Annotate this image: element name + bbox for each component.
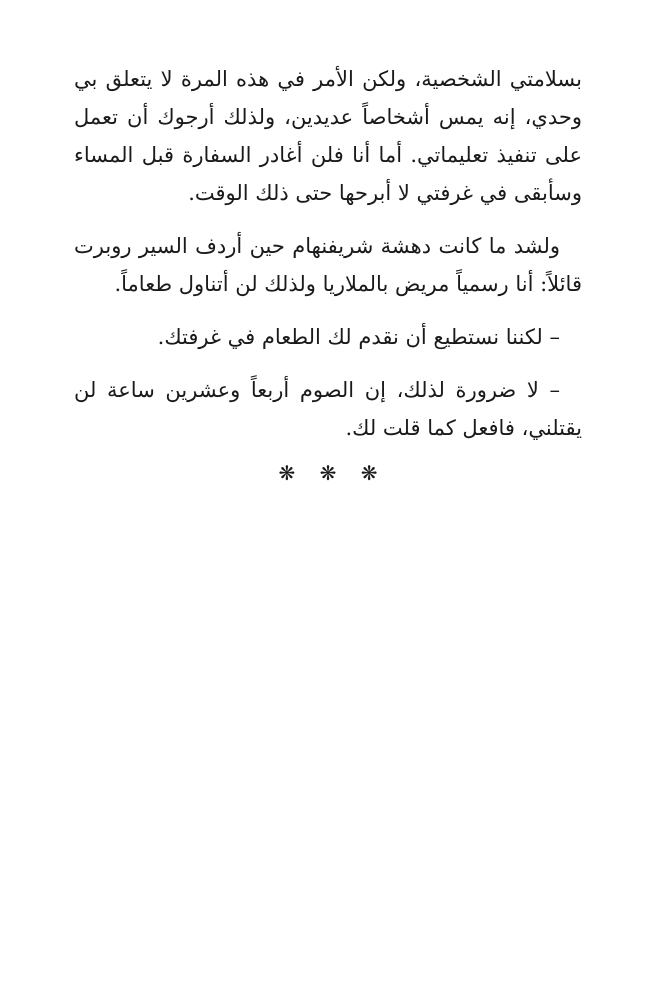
flower-ornament-icon: ❋ [319,461,337,485]
section-separator [74,461,582,485]
paragraph-3 [74,318,582,356]
text-line: بسلامتي الشخصية، ولكن الأمر في هذه المرة لا يتعلق بي [74,67,582,91]
paragraph-4 [74,371,582,447]
paragraph-2 [74,227,582,303]
text-line: يقتلني، فافعل كما قلت لك. [345,416,582,440]
text-line: وحدي، إنه يمس أشخاصاً عديدين، ولذلك أرجوك أن تعمل [74,105,582,129]
flower-ornament-icon: ❋ [360,461,378,485]
text-line: قائلاً: أنا رسمياً مريض بالملاريا ولذلك لن أتناول طعاماً. [114,272,582,296]
text-line: وسأبقى في غرفتي لا أبرحها حتى ذلك الوقت. [188,181,582,205]
text-line: على تنفيذ تعليماتي. أما أنا فلن أغادر السفارة قبل المساء [74,143,582,167]
flower-ornament-icon: ❋ [278,461,296,485]
text-line: ولشد ما كانت دهشة شريفنهام حين أردف السير روبرت [74,234,560,258]
text-line: – لا ضرورة لذلك، إن الصوم أربعاً وعشرين ساعة لن [74,378,560,402]
paragraph-1 [74,60,582,212]
page-body [74,60,582,485]
text-line: – لكننا نستطيع أن نقدم لك الطعام في غرفتك. [157,325,560,349]
